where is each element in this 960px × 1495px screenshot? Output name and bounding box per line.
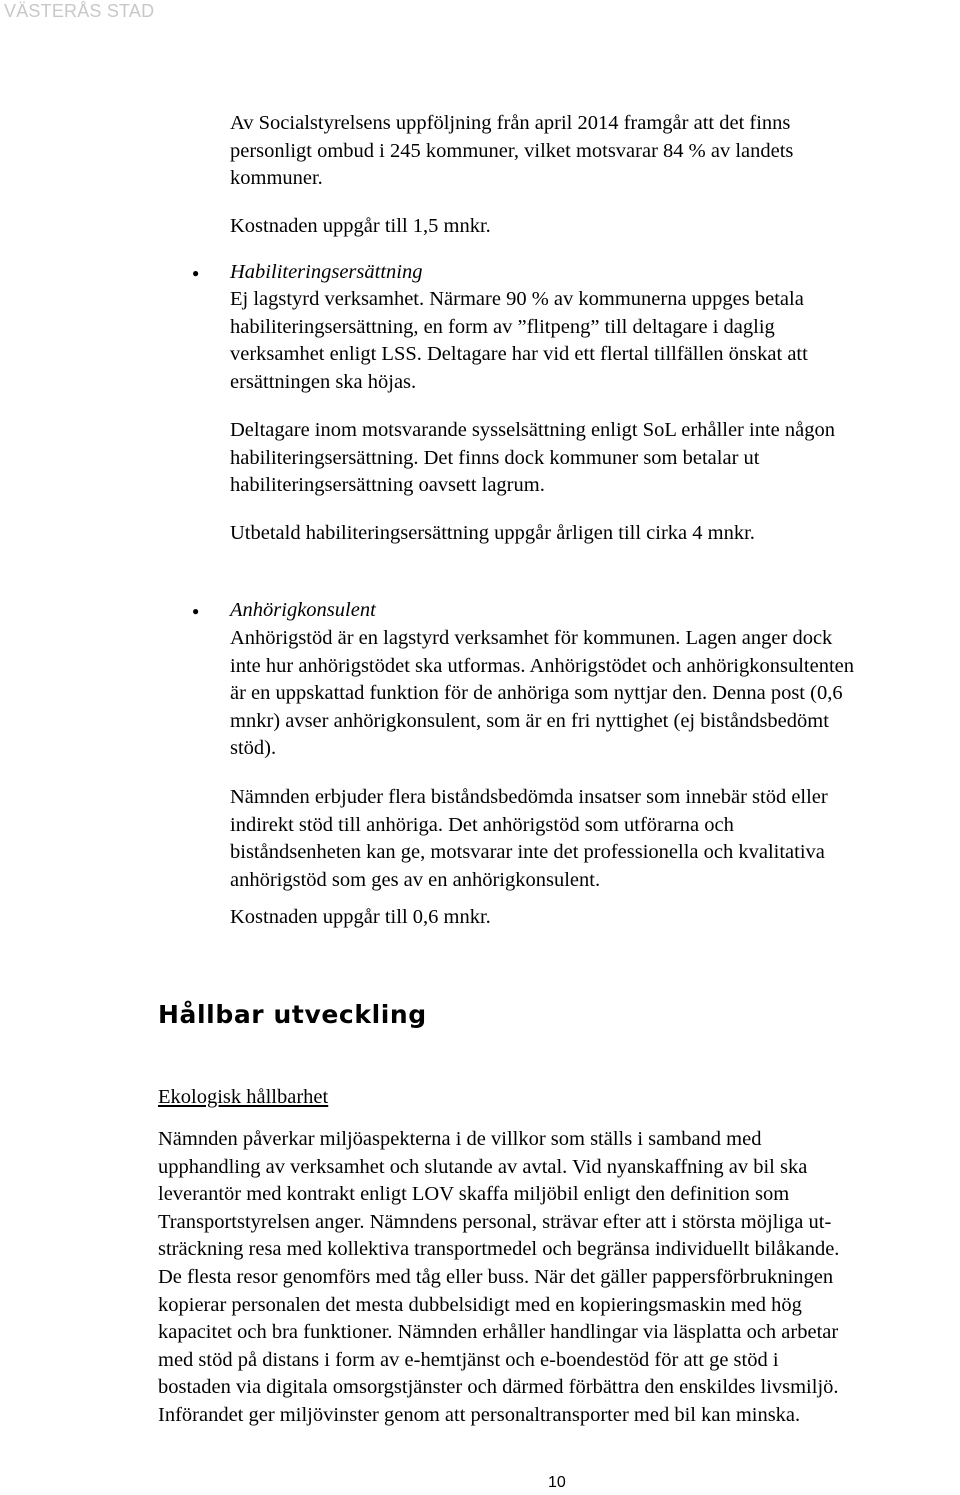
text-line: Av Socialstyrelsens uppföljning från april 2014 framgår att det finns <box>230 112 791 134</box>
habilitering-title: Habiliteringsersättning <box>230 261 423 283</box>
text-line: Anhörigstöd är en lagstyrd verksamhet för kommunen. Lagen anger dock <box>230 627 833 649</box>
text-line: Ej lagstyrd verksamhet. Närmare 90 % av kommunerna uppges betala <box>230 288 804 310</box>
text-line: biståndsenheten kan ge, motsvarar inte det professionella och kvalitativa <box>230 841 825 864</box>
bullet-icon: ● <box>192 266 200 280</box>
text-line: bostaden via digitala omsorgstjänster och därmed förbättra den enskildes livsmiljö. <box>158 1376 839 1399</box>
text-line: med stöd på distans i form av e-hemtjänst och e-boendestöd för att ge stöd i <box>158 1348 779 1371</box>
text-line: ersättningen ska höjas. <box>230 370 417 393</box>
header-org-name: VÄSTERÅS STAD <box>4 1 155 21</box>
text-line: indirekt stöd till anhöriga. Det anhörigstöd som utförarna och <box>230 813 734 836</box>
text-line: Nämnden erbjuder flera biståndsbedömda insatser som innebär stöd eller <box>230 786 828 808</box>
text-line: är en uppskattad funktion för de anhöriga som nyttjar den. Denna post (0,6 <box>230 682 843 705</box>
text-line: inte hur anhörigstödet ska utformas. Anhörigstödet och anhörigkonsultenten <box>230 654 854 677</box>
text-line: De flesta resor genomförs med tåg eller buss. När det gäller pappersförbrukningen <box>158 1265 834 1288</box>
text-line: leverantör med kontrakt enligt LOV skaffa miljöbil enligt den definition som <box>158 1183 790 1206</box>
text-line: Deltagare inom motsvarande sysselsättning enligt SoL erhåller inte någon <box>230 419 835 441</box>
text-line: habiliteringsersättning, en form av ”flitpeng” till deltagare i daglig <box>230 315 775 338</box>
page-number: 10 <box>548 1474 566 1491</box>
anhorig-title: Anhörigkonsulent <box>230 599 376 621</box>
text-line: habiliteringsersättning. Det finns dock kommuner som betalar ut <box>230 446 760 469</box>
text-line: kopierar personalen det mesta dubbelsidigt med en kopieringsmaskin med hög <box>158 1293 802 1316</box>
text-line: kommuner. <box>230 167 323 190</box>
habilitering-paragraph-1 <box>230 286 808 396</box>
habilitering-cost: Utbetald habiliteringsersättning uppgår årligen till cirka 4 mnkr. <box>230 522 755 544</box>
subheading: Ekologisk hållbarhet <box>158 1086 329 1108</box>
text-line: Införandet ger miljövinster genom att personaltransporter med bil kan minska. <box>158 1403 801 1426</box>
text-line: sträckning resa med kollektiva transportmedel och begränsa individuellt bilåkande. <box>158 1238 840 1261</box>
text-line: stöd). <box>230 737 277 760</box>
text-line: habiliteringsersättning oavsett lagrum. <box>230 474 545 497</box>
anhorig-paragraph-2 <box>230 784 828 894</box>
text-line: kapacitet och bra funktioner. Nämnden erhåller handlingar via läsplatta och arbetar <box>158 1321 839 1344</box>
intro-paragraph <box>230 110 793 193</box>
bullet-icon: ● <box>192 604 200 618</box>
anhorig-cost: Kostnaden uppgår till 0,6 mnkr. <box>230 906 491 928</box>
hallbar-paragraph <box>158 1126 839 1430</box>
anhorig-paragraph-1 <box>230 625 854 763</box>
text-line: upphandling av verksamhet och slutande av avtal. Vid nyanskaffning av bil ska <box>158 1155 808 1178</box>
text-line: anhörigstöd som ges av en anhörigkonsulent. <box>230 868 601 891</box>
section-heading: Hållbar utveckling <box>158 1000 427 1029</box>
text-line: verksamhet enligt LSS. Deltagare har vid ett flertal tillfällen önskat att <box>230 343 808 366</box>
text-line: Nämnden påverkar miljöaspekterna i de villkor som ställs i samband med <box>158 1128 762 1150</box>
text-line: Transportstyrelsen anger. Nämndens personal, strävar efter att i största möjliga ut- <box>158 1210 832 1233</box>
habilitering-paragraph-2 <box>230 417 835 500</box>
cost-line-ombud: Kostnaden uppgår till 1,5 mnkr. <box>230 215 491 237</box>
text-line: mnkr) avser anhörigkonsulent, som är en fri nyttighet (ej biståndsbedömt <box>230 709 829 732</box>
text-line: personligt ombud i 245 kommuner, vilket motsvarar 84 % av landets <box>230 139 794 162</box>
